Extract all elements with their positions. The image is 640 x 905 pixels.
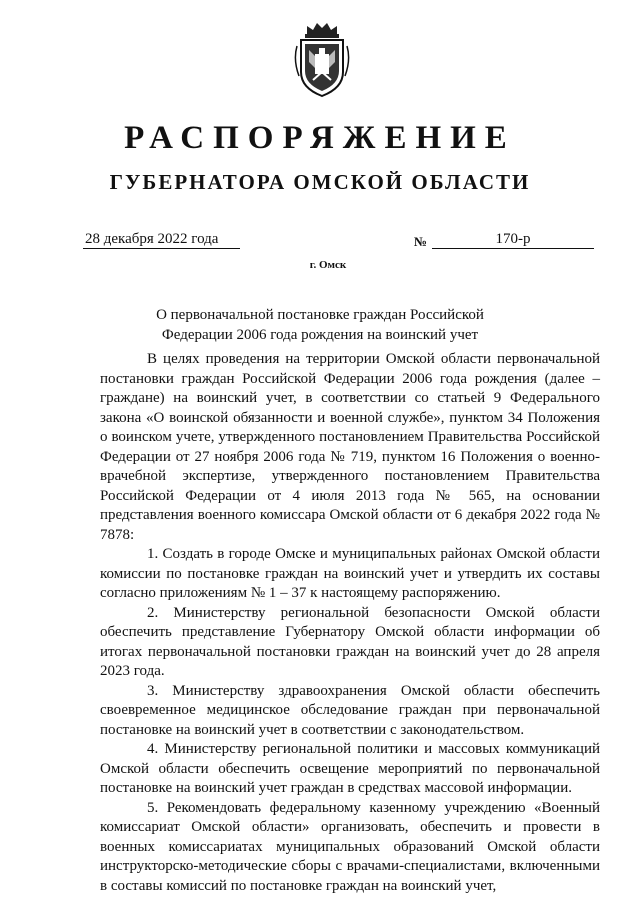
document-title: РАСПОРЯЖЕНИЕ (124, 120, 516, 156)
document-number: 170-р (432, 230, 594, 249)
paragraph-item-1: 1. Создать в городе Омске и муниципальных районах Омской области комиссии по постановке граждан на воинский учет и утвердить их составы согласно приложениям № 1 – 37 к настоящему распоряжению. (100, 546, 600, 601)
heading-line-2: Федерации 2006 года рождения на воинский учет (161, 327, 479, 343)
paragraph-item-3: 3. Министерству здравоохранения Омской области обеспечить своевременное медицинское обследование граждан при первоначальной постановке на воинский учет в соответствии с законодательством. (100, 682, 600, 738)
paragraph-item-2: 2. Министерству региональной безопасности Омской области обеспечить представление Губернатору Омской области информации об итогах первоначальной постановки граждан на воинский учет до 28 апреля 2023 года. (100, 604, 600, 679)
document-heading (150, 305, 490, 345)
paragraph-item-5: 5. Рекомендовать федеральному казенному учреждению «Военный комиссариат Омской области» организовать, обеспечить и провести в военных комиссариатах муниципальных образований Омской области инструкторско-методические сборы с врачами-специалистами, включенными в составы комиссий по постановке граждан на воинский учет, (100, 799, 600, 894)
heading-line-1: О первоначальной постановке граждан Российской (156, 307, 484, 323)
paragraph-preamble: В целях проведения на территории Омской области первоначальной постановки граждан Российской Федерации 2006 года рождения (далее – граждане) на воинский учет, в соответствии со статьей 9 Федерального закона «О воинской обязанности и военной службе», пунктом 34 Положения о воинском учете, утвержденного постановлением Правительства Российской Федерации от 27 ноября 2006 года № 719, пунктом 16 Положения о военно-врачебной экспертизе, утвержденного постановлением Правительства Российской Федерации от 4 июля 2013 года № 565, на основании представления военного комиссара Омской области от 6 декабря 2022 года № 7878: (100, 351, 600, 543)
omsk-coat-of-arms-icon (293, 20, 351, 98)
document-subtitle: ГУБЕРНАТОРА ОМСКОЙ ОБЛАСТИ (109, 170, 531, 194)
document-body (100, 350, 600, 896)
number-sign: № (414, 234, 428, 249)
paragraph-item-4: 4. Министерству региональной политики и массовых коммуникаций Омской области обеспечить освещение мероприятий по первоначальной постановке на воинский учет граждан в средствах массовой информации. (100, 741, 600, 796)
document-city: г. Омск (309, 259, 347, 271)
document-date: 28 декабря 2022 года (83, 230, 240, 249)
